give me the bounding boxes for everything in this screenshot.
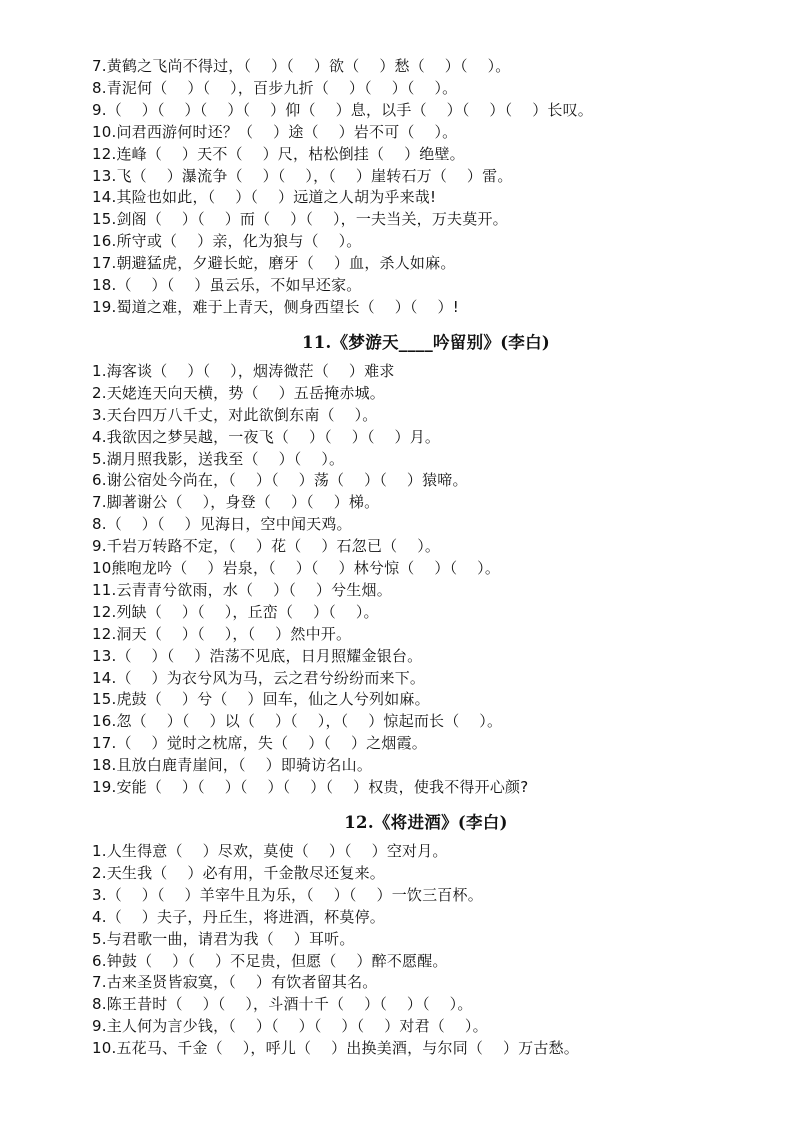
fill-blank-line: 1.人生得意（ ）尽欢，莫使（ ）（ ）空对月。	[92, 842, 448, 860]
fill-blank-line: 8.青泥何（ ）（ ），百步九折（ ）（ ）（ ）。	[92, 78, 458, 97]
section-title: 12.《将进酒》(李白)	[344, 813, 508, 832]
section-shu-dao-nan-continued	[92, 56, 754, 319]
fill-blank-line: 6.谢公宿处今尚在，（ ）（ ）荡（ ）（ ）猿啼。	[92, 471, 468, 490]
fill-blank-line: 2.天生我（ ）必有用，千金散尽还复来。	[92, 863, 385, 882]
fill-blank-line: 15.剑阁（ ）（ ）而（ ）（ ），一夫当关，万夫莫开。	[92, 210, 508, 229]
fill-blank-line: 14.其险也如此，（ ）（ ）远道之人胡为乎来哉!	[92, 188, 437, 207]
section-jiang-jin-jiu	[92, 809, 754, 1060]
fill-blank-line: 11.云青青兮欲雨，水（ ）（ ）兮生烟。	[92, 580, 392, 599]
section-meng-you-tian-mu	[92, 329, 754, 799]
fill-blank-line: 19.安能（ ）（ ）（ ）（ ）（ ）权贵，使我不得开心颜?	[92, 778, 529, 797]
fill-blank-line: 9.千岩万转路不定，（ ）花（ ）石忽已（ ）。	[92, 537, 441, 556]
fill-blank-line: 12.列缺（ ）（ ），丘峦（ ）（ ）。	[92, 602, 379, 621]
fill-blank-line: 3.天台四万八千丈，对此欲倒东南（ ）。	[92, 405, 378, 424]
fill-blank-line: 9.主人何为言少钱，（ ）（ ）（ ）（ ）对君（ ）。	[92, 1017, 488, 1036]
fill-blank-line: 4.（ ）夫子，丹丘生，将进酒，杯莫停。	[92, 907, 385, 926]
fill-blank-line: 17.（ ）觉时之枕席，失（ ）（ ）之烟霞。	[92, 734, 427, 753]
fill-blank-line: 18.（ ）（ ）虽云乐，不如早还家。	[92, 276, 362, 295]
fill-blank-line: 4.我欲因之梦吴越，一夜飞（ ）（ ）（ ）月。	[92, 427, 441, 446]
fill-blank-line: 7.黄鹤之飞尚不得过，（ ）（ ）欲（ ）愁（ ）（ ）。	[92, 57, 511, 75]
fill-blank-line: 15.虎鼓（ ）兮（ ）回车，仙之人兮列如麻。	[92, 690, 430, 709]
fill-blank-line: 7.古来圣贤皆寂寞，（ ）有饮者留其名。	[92, 973, 378, 992]
fill-blank-line: 9.（ ）（ ）（ ）（ ）仰（ ）息，以手（ ）（ ）（ ）长叹。	[92, 100, 593, 119]
fill-blank-line: 1.海客谈（ ）（ ），烟涛微茫（ ）难求	[92, 361, 395, 380]
fill-blank-line: 5.与君歌一曲，请君为我（ ）耳听。	[92, 929, 355, 948]
section-title: 11.《梦游天____吟留别》(李白)	[301, 332, 551, 352]
fill-blank-line: 17.朝避猛虎，夕避长蛇，磨牙（ ）血，杀人如麻。	[92, 254, 456, 273]
fill-blank-line: 19.蜀道之难，难于上青天，侧身西望长（ ）（ ）!	[92, 297, 459, 316]
fill-blank-line: 16.所守或（ ）亲，化为狼与（ ）。	[92, 232, 362, 251]
fill-blank-line: 7.脚著谢公（ ），身登（ ）（ ）梯。	[92, 493, 380, 512]
fill-blank-line: 12.连峰（ ）天不（ ）尺，枯松倒挂（ ）绝壁。	[92, 144, 465, 163]
fill-blank-line: 10.五花马、千金（ ），呼儿（ ）出换美酒，与尔同（ ）万古愁。	[92, 1039, 579, 1058]
fill-blank-line: 14.（ ）为衣兮风为马，云之君兮纷纷而来下。	[92, 668, 426, 687]
fill-blank-line: 3.（ ）（ ）羊宰牛且为乐，（ ）（ ）一饮三百杯。	[92, 885, 483, 904]
fill-blank-line: 2.天姥连天向天横，势（ ）五岳掩赤城。	[92, 383, 385, 402]
fill-blank-line: 8.（ ）（ ）见海日，空中闻天鸡。	[92, 515, 352, 534]
fill-blank-line: 8.陈王昔时（ ）（ ），斗酒十千（ ）（ ）（ ）。	[92, 995, 473, 1014]
fill-blank-line: 16.忽（ ）（ ）以（ ）（ ），（ ）惊起而长（ ）。	[92, 712, 503, 731]
fill-blank-line: 13.（ ）（ ）浩荡不见底，日月照耀金银台。	[92, 646, 423, 665]
fill-blank-line: 5.湖月照我影，送我至（ ）（ ）。	[92, 449, 345, 468]
fill-blank-line: 18.且放白鹿青崖间，（ ）即骑访名山。	[92, 756, 373, 775]
fill-blank-line: 10熊咆龙吟（ ）岩泉，（ ）（ ）林兮惊（ ）（ ）。	[92, 559, 501, 578]
fill-blank-line: 6.钟鼓（ ）（ ）不足贵，但愿（ ）醉不愿醒。	[92, 951, 448, 970]
fill-blank-line: 10.问君西游何时还？（ ）途（ ）岩不可（ ）。	[92, 122, 458, 141]
fill-blank-line: 13.飞（ ）瀑流争（ ）（ ），（ ）崖转石万（ ）雷。	[92, 166, 513, 185]
fill-blank-line: 12.洞天（ ）（ ），（ ）然中开。	[92, 624, 352, 643]
